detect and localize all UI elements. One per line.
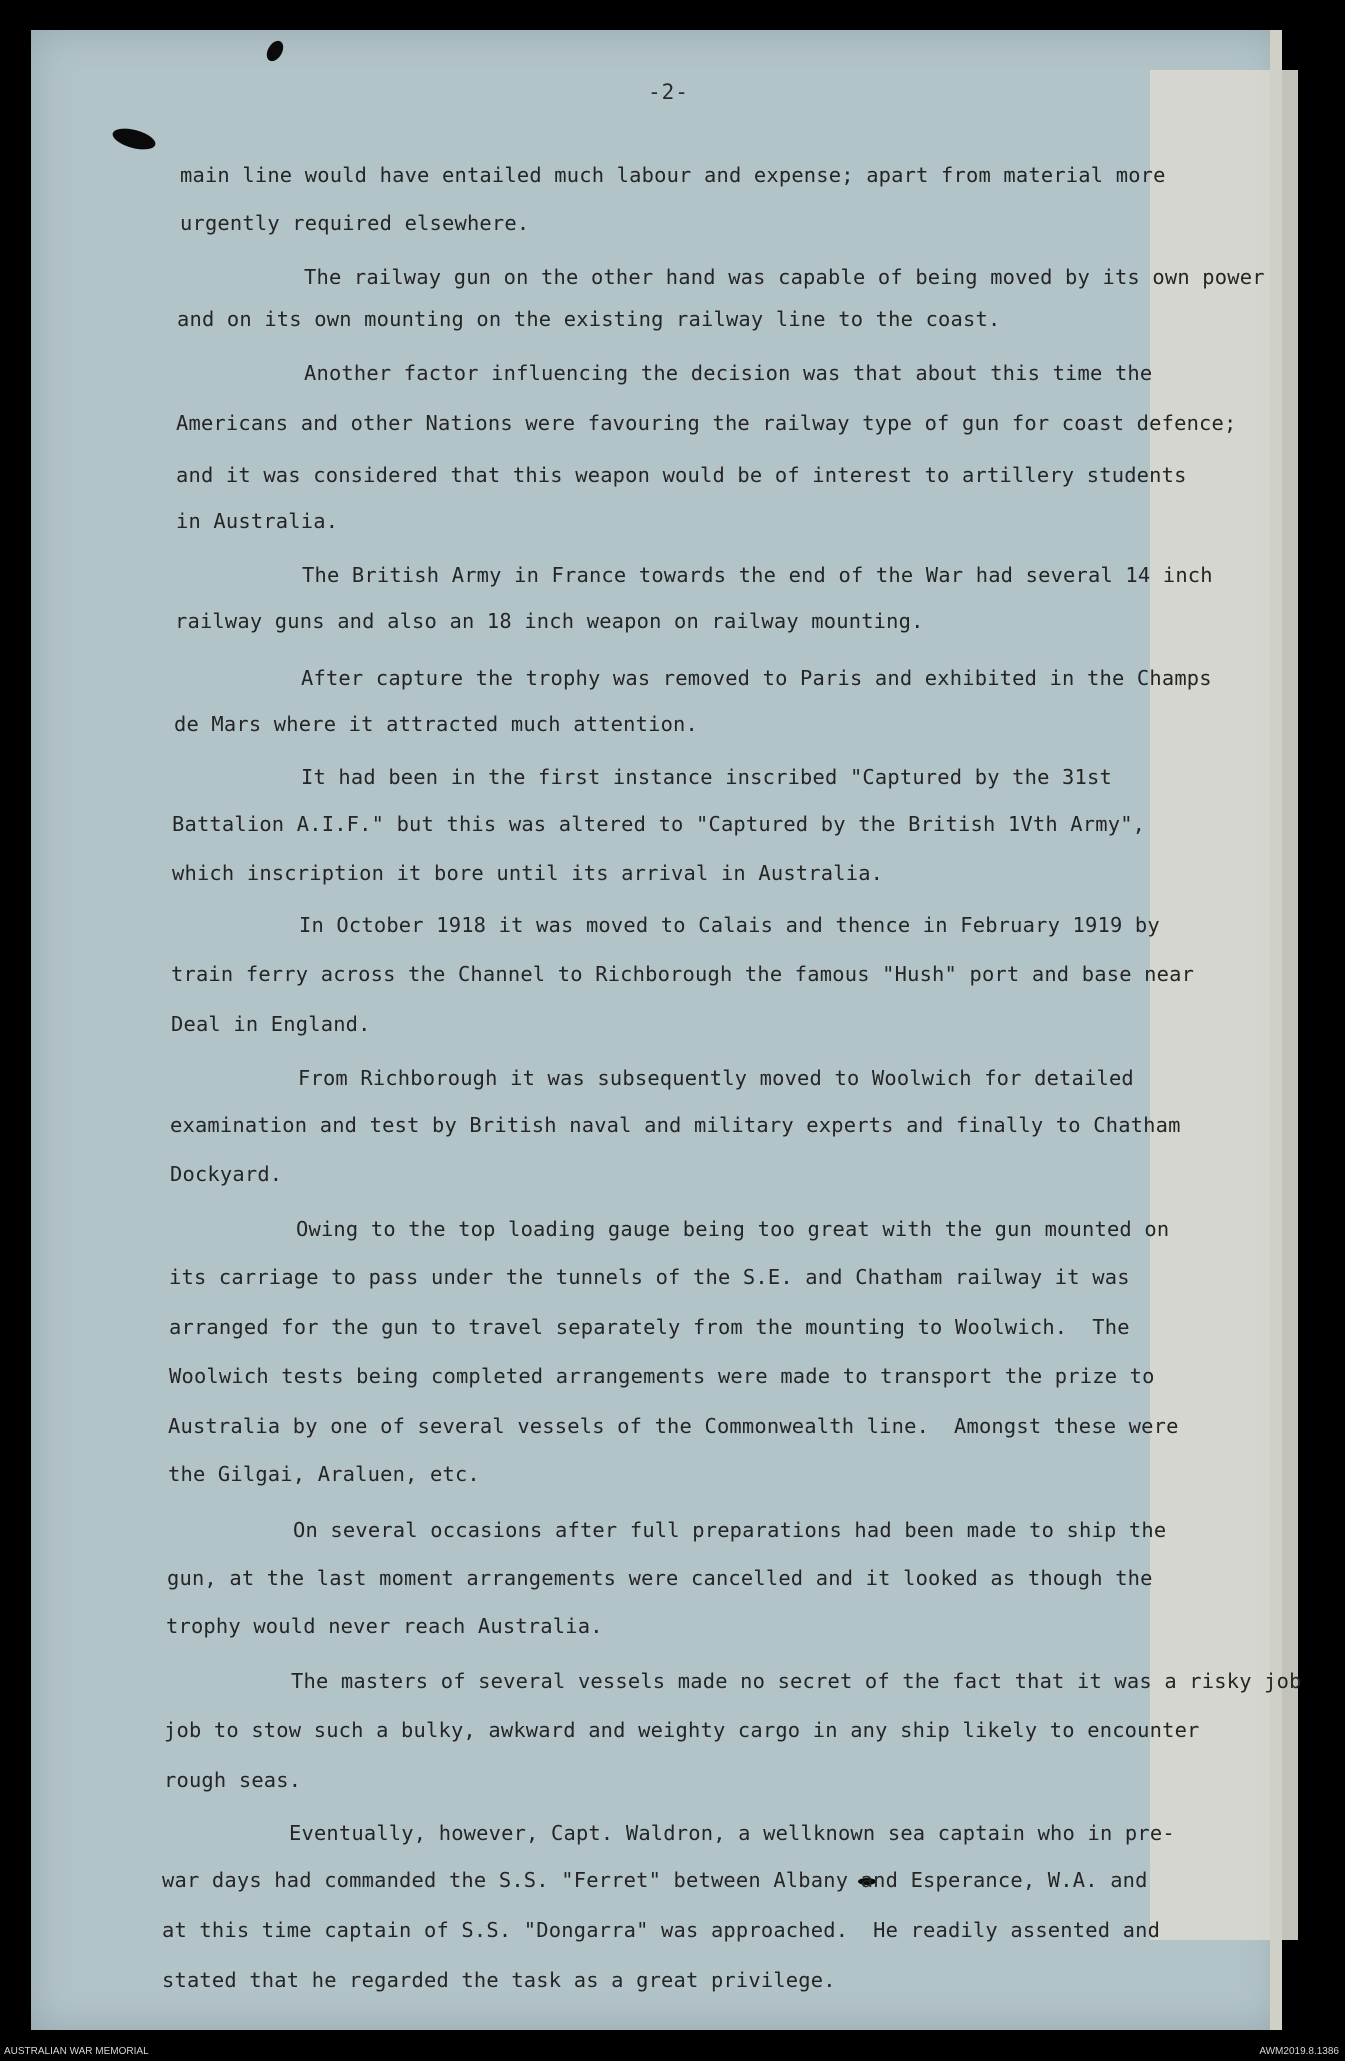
text-line: The railway gun on the other hand was capable of being moved by its own power (304, 265, 1265, 289)
text-line: Australia by one of several vessels of the Commonwealth line. Amongst these were (168, 1414, 1179, 1438)
text-line: gun, at the last moment arrangements were cancelled and it looked as though the (167, 1566, 1153, 1590)
text-line: and on its own mounting on the existing railway line to the coast. (177, 307, 1001, 331)
text-line: Owing to the top loading gauge being too great with the gun mounted on (296, 1217, 1170, 1241)
text-line: examination and test by British naval and military experts and finally to Chatham (170, 1113, 1181, 1137)
text-line: train ferry across the Channel to Richborough the famous "Hush" port and base near (171, 962, 1195, 986)
text-line: Another factor influencing the decision was that about this time the (304, 361, 1153, 385)
text-line: trophy would never reach Australia. (166, 1614, 603, 1638)
text-line: arranged for the gun to travel separately from the mounting to Woolwich. The (169, 1315, 1130, 1339)
text-line: From Richborough it was subsequently moved to Woolwich for detailed (298, 1066, 1134, 1090)
text-line: The masters of several vessels made no secret of the fact that it was a risky job (291, 1669, 1302, 1693)
text-line: and it was considered that this weapon would be of interest to artillery students (176, 463, 1187, 487)
text-line: It had been in the first instance inscribed "Captured by the 31st (301, 765, 1112, 789)
text-line: stated that he regarded the task as a great privilege. (162, 1968, 836, 1992)
text-line: Dockyard. (170, 1162, 283, 1186)
text-line: in Australia. (176, 509, 339, 533)
text-line: Battalion A.I.F." but this was altered to "Captured by the British 1Vth Army", (172, 812, 1146, 836)
text-line: which inscription it bore until its arrival in Australia. (172, 861, 884, 885)
paper-edge (1270, 30, 1282, 2030)
text-line: After capture the trophy was removed to Paris and exhibited in the Champs (301, 666, 1212, 690)
text-line: de Mars where it attracted much attention. (174, 712, 699, 736)
text-line: Eventually, however, Capt. Waldron, a wellknown sea captain who in pre- (289, 1821, 1175, 1845)
text-line: war days had commanded the S.S. "Ferret" between Albany and Esperance, W.A. and (162, 1868, 1148, 1892)
text-line: rough seas. (164, 1768, 302, 1792)
text-line: urgently required elsewhere. (180, 211, 530, 235)
text-line: the Gilgai, Araluen, etc. (168, 1462, 480, 1486)
footer-catalogue-id: AWM2019.8.1386 (1259, 2046, 1339, 2057)
text-line: at this time captain of S.S. "Dongarra" was approached. He readily assented and (162, 1918, 1161, 1942)
text-line: On several occasions after full preparations had been made to ship the (293, 1518, 1167, 1542)
text-line: railway guns and also an 18 inch weapon on railway mounting. (175, 609, 924, 633)
text-line: its carriage to pass under the tunnels of the S.E. and Chatham railway it was (169, 1265, 1130, 1289)
text-line: main line would have entailed much labour and expense; apart from material more (180, 163, 1166, 187)
text-line: job to stow such a bulky, awkward and weighty cargo in any ship likely to encounter (164, 1718, 1200, 1742)
text-line: Deal in England. (171, 1012, 371, 1036)
text-line: Americans and other Nations were favouring the railway type of gun for coast defence; (176, 411, 1237, 435)
page-number: -2- (648, 80, 689, 104)
text-line: In October 1918 it was moved to Calais and thence in February 1919 by (299, 913, 1160, 937)
footer-institution: AUSTRALIAN WAR MEMORIAL (4, 2046, 149, 2057)
text-line: Woolwich tests being completed arrangements were made to transport the prize to (169, 1364, 1155, 1388)
text-line: The British Army in France towards the end of the War had several 14 inch (302, 563, 1213, 587)
